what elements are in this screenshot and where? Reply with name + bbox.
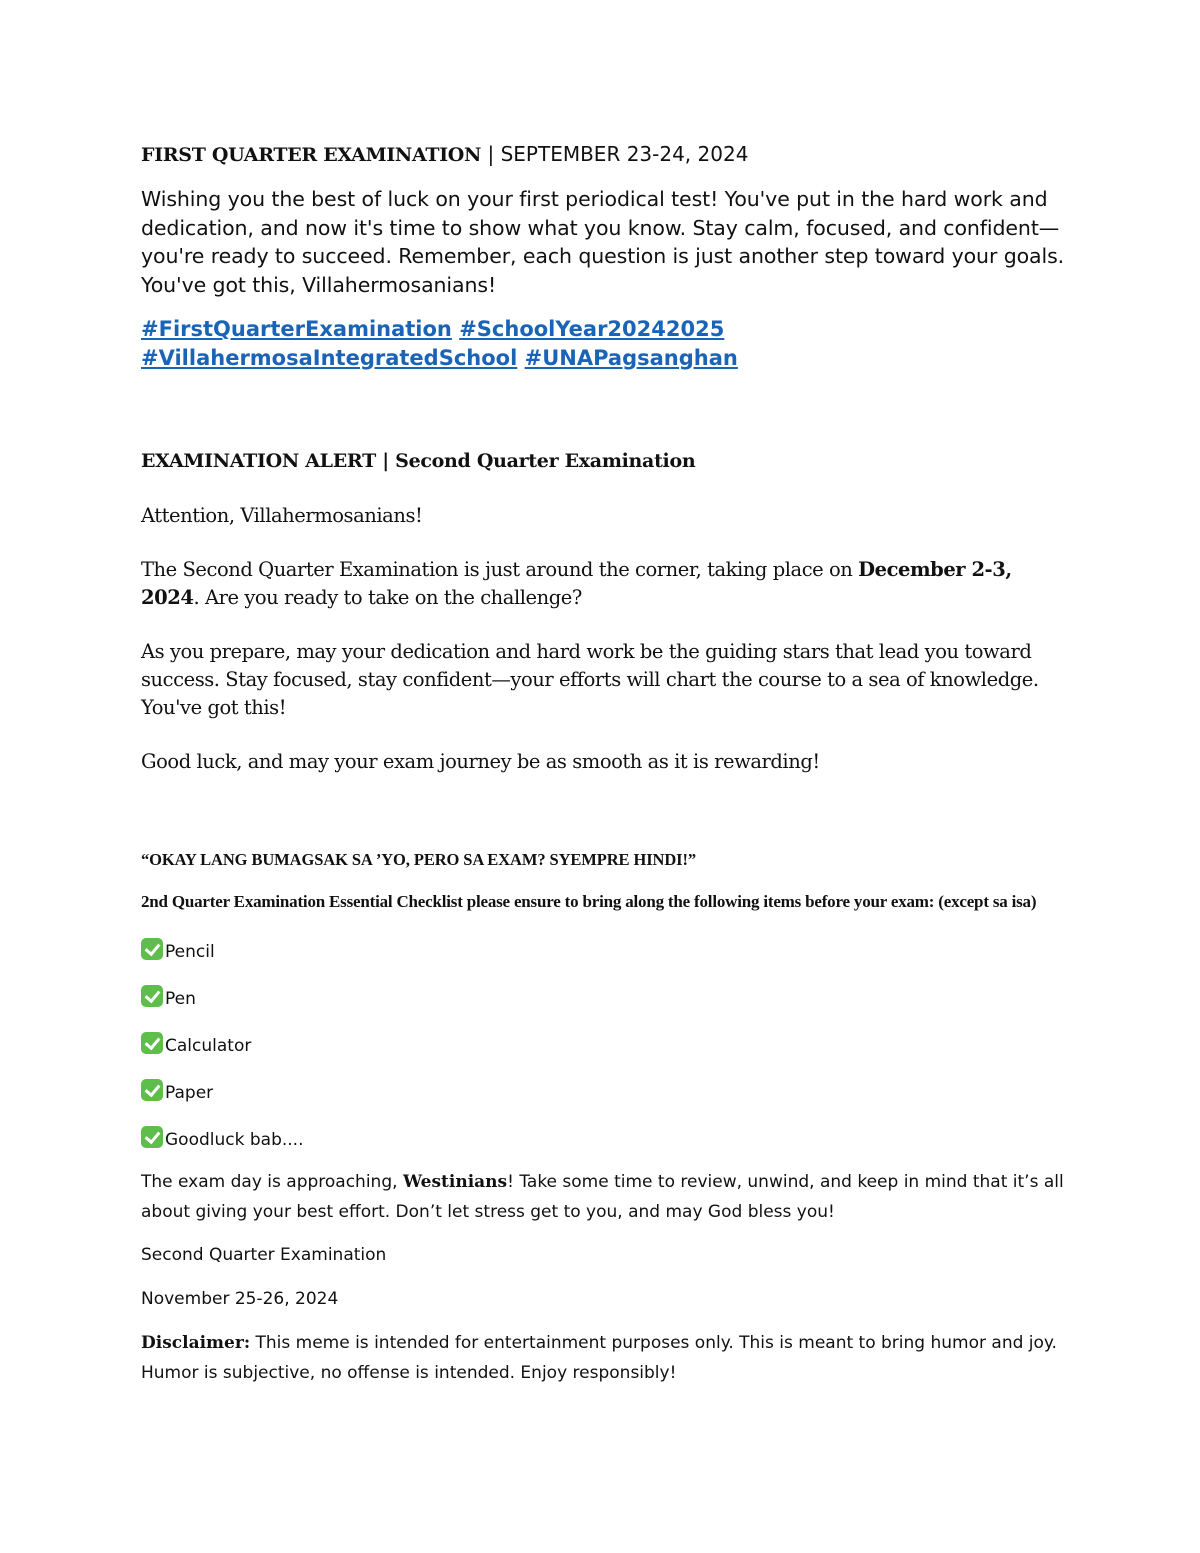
- exam-alert-text: . Are you ready to take on the challenge?: [193, 586, 582, 609]
- meme-quote: “OKAY LANG BUMAGSAK SA ’YO, PERO SA EXAM? SYEMPRE HINDI!”: [141, 850, 697, 869]
- check-mark-button-icon: [141, 1079, 163, 1101]
- checklist-item-label: Calculator: [165, 1036, 252, 1056]
- first-quarter-title-date: | SEPTEMBER 23-24, 2024: [481, 142, 749, 166]
- document-content: [141, 138, 1071, 1388]
- checklist-item-label: Paper: [165, 1083, 214, 1103]
- hashtag-link[interactable]: #VillahermosaIntegratedSchool: [141, 345, 518, 370]
- exam-day-audience: Westinians: [402, 1172, 508, 1192]
- checklist-item: [141, 963, 1071, 1010]
- exam-alert-paragraph: [141, 556, 1071, 612]
- second-quarter-label: Second Quarter Examination: [141, 1245, 387, 1265]
- checklist-item: [141, 1104, 1071, 1151]
- exam-day-text: The exam day is approaching,: [141, 1172, 403, 1192]
- exam-alert-date: December 2-3, 2024: [141, 558, 1012, 609]
- exam-alert-paragraph: Good luck, and may your exam journey be as smooth as it is rewarding!: [141, 750, 820, 773]
- exam-alert-attention: Attention, Villahermosanians!: [141, 504, 423, 527]
- exam-alert-text: The Second Quarter Examination is just around the corner, taking place on: [141, 558, 859, 581]
- check-mark-button-icon: [141, 938, 163, 960]
- check-mark-button-icon: [141, 985, 163, 1007]
- first-quarter-title-bold: FIRST QUARTER EXAMINATION: [141, 144, 482, 166]
- exam-alert-title: EXAMINATION ALERT | Second Quarter Examination: [141, 450, 696, 472]
- checklist-item: [141, 928, 1071, 963]
- first-quarter-hashtags: [141, 315, 1071, 372]
- hashtag-link[interactable]: #FirstQuarterExamination: [141, 317, 452, 341]
- hashtag-link[interactable]: #SchoolYear20242025: [459, 317, 725, 341]
- checklist: [141, 928, 1071, 1151]
- disclaimer-text: This meme is intended for entertainment purposes only. This is meant to bring humor and joy. Humor is subjective, no offense is intended. Enjoy responsibly!: [141, 1333, 1057, 1383]
- exam-day-message: [141, 1167, 1071, 1227]
- checklist-item: [141, 1057, 1071, 1104]
- disclaimer: [141, 1328, 1071, 1388]
- first-quarter-message: Wishing you the best of luck on your first periodical test! You've put in the hard work and dedication, and now it's time to show what you know. Stay calm, focused, and confident—you're ready to succeed. Remember, each question is just another step toward your goals. You've got this, Villahermosanians!: [141, 187, 1065, 297]
- disclaimer-label: Disclaimer:: [141, 1333, 251, 1353]
- first-quarter-title: [141, 138, 1071, 171]
- exam-alert-paragraph: As you prepare, may your dedication and hard work be the guiding stars that lead you toward success. Stay focused, stay confident—your efforts will chart the course to a sea of knowledge. You've got this!: [141, 640, 1039, 719]
- check-mark-button-icon: [141, 1126, 163, 1148]
- checklist-item-label: Pencil: [165, 942, 215, 962]
- exam-day-text: ! Take some time to review, unwind, and keep in mind that it’s all about giving your best effort. Don’t let stress get to you, and may God bless you!: [141, 1172, 1064, 1222]
- hashtag-link[interactable]: #UNAPagsanghan: [524, 345, 738, 370]
- checklist-title: 2nd Quarter Examination Essential Checklist please ensure to bring along the following items before your exam: (except sa isa): [141, 892, 1037, 911]
- checklist-item-label: Goodluck bab....: [165, 1130, 304, 1150]
- checklist-item: [141, 1010, 1071, 1057]
- second-quarter-date: November 25-26, 2024: [141, 1289, 339, 1309]
- check-mark-button-icon: [141, 1032, 163, 1054]
- checklist-item-label: Pen: [165, 989, 196, 1009]
